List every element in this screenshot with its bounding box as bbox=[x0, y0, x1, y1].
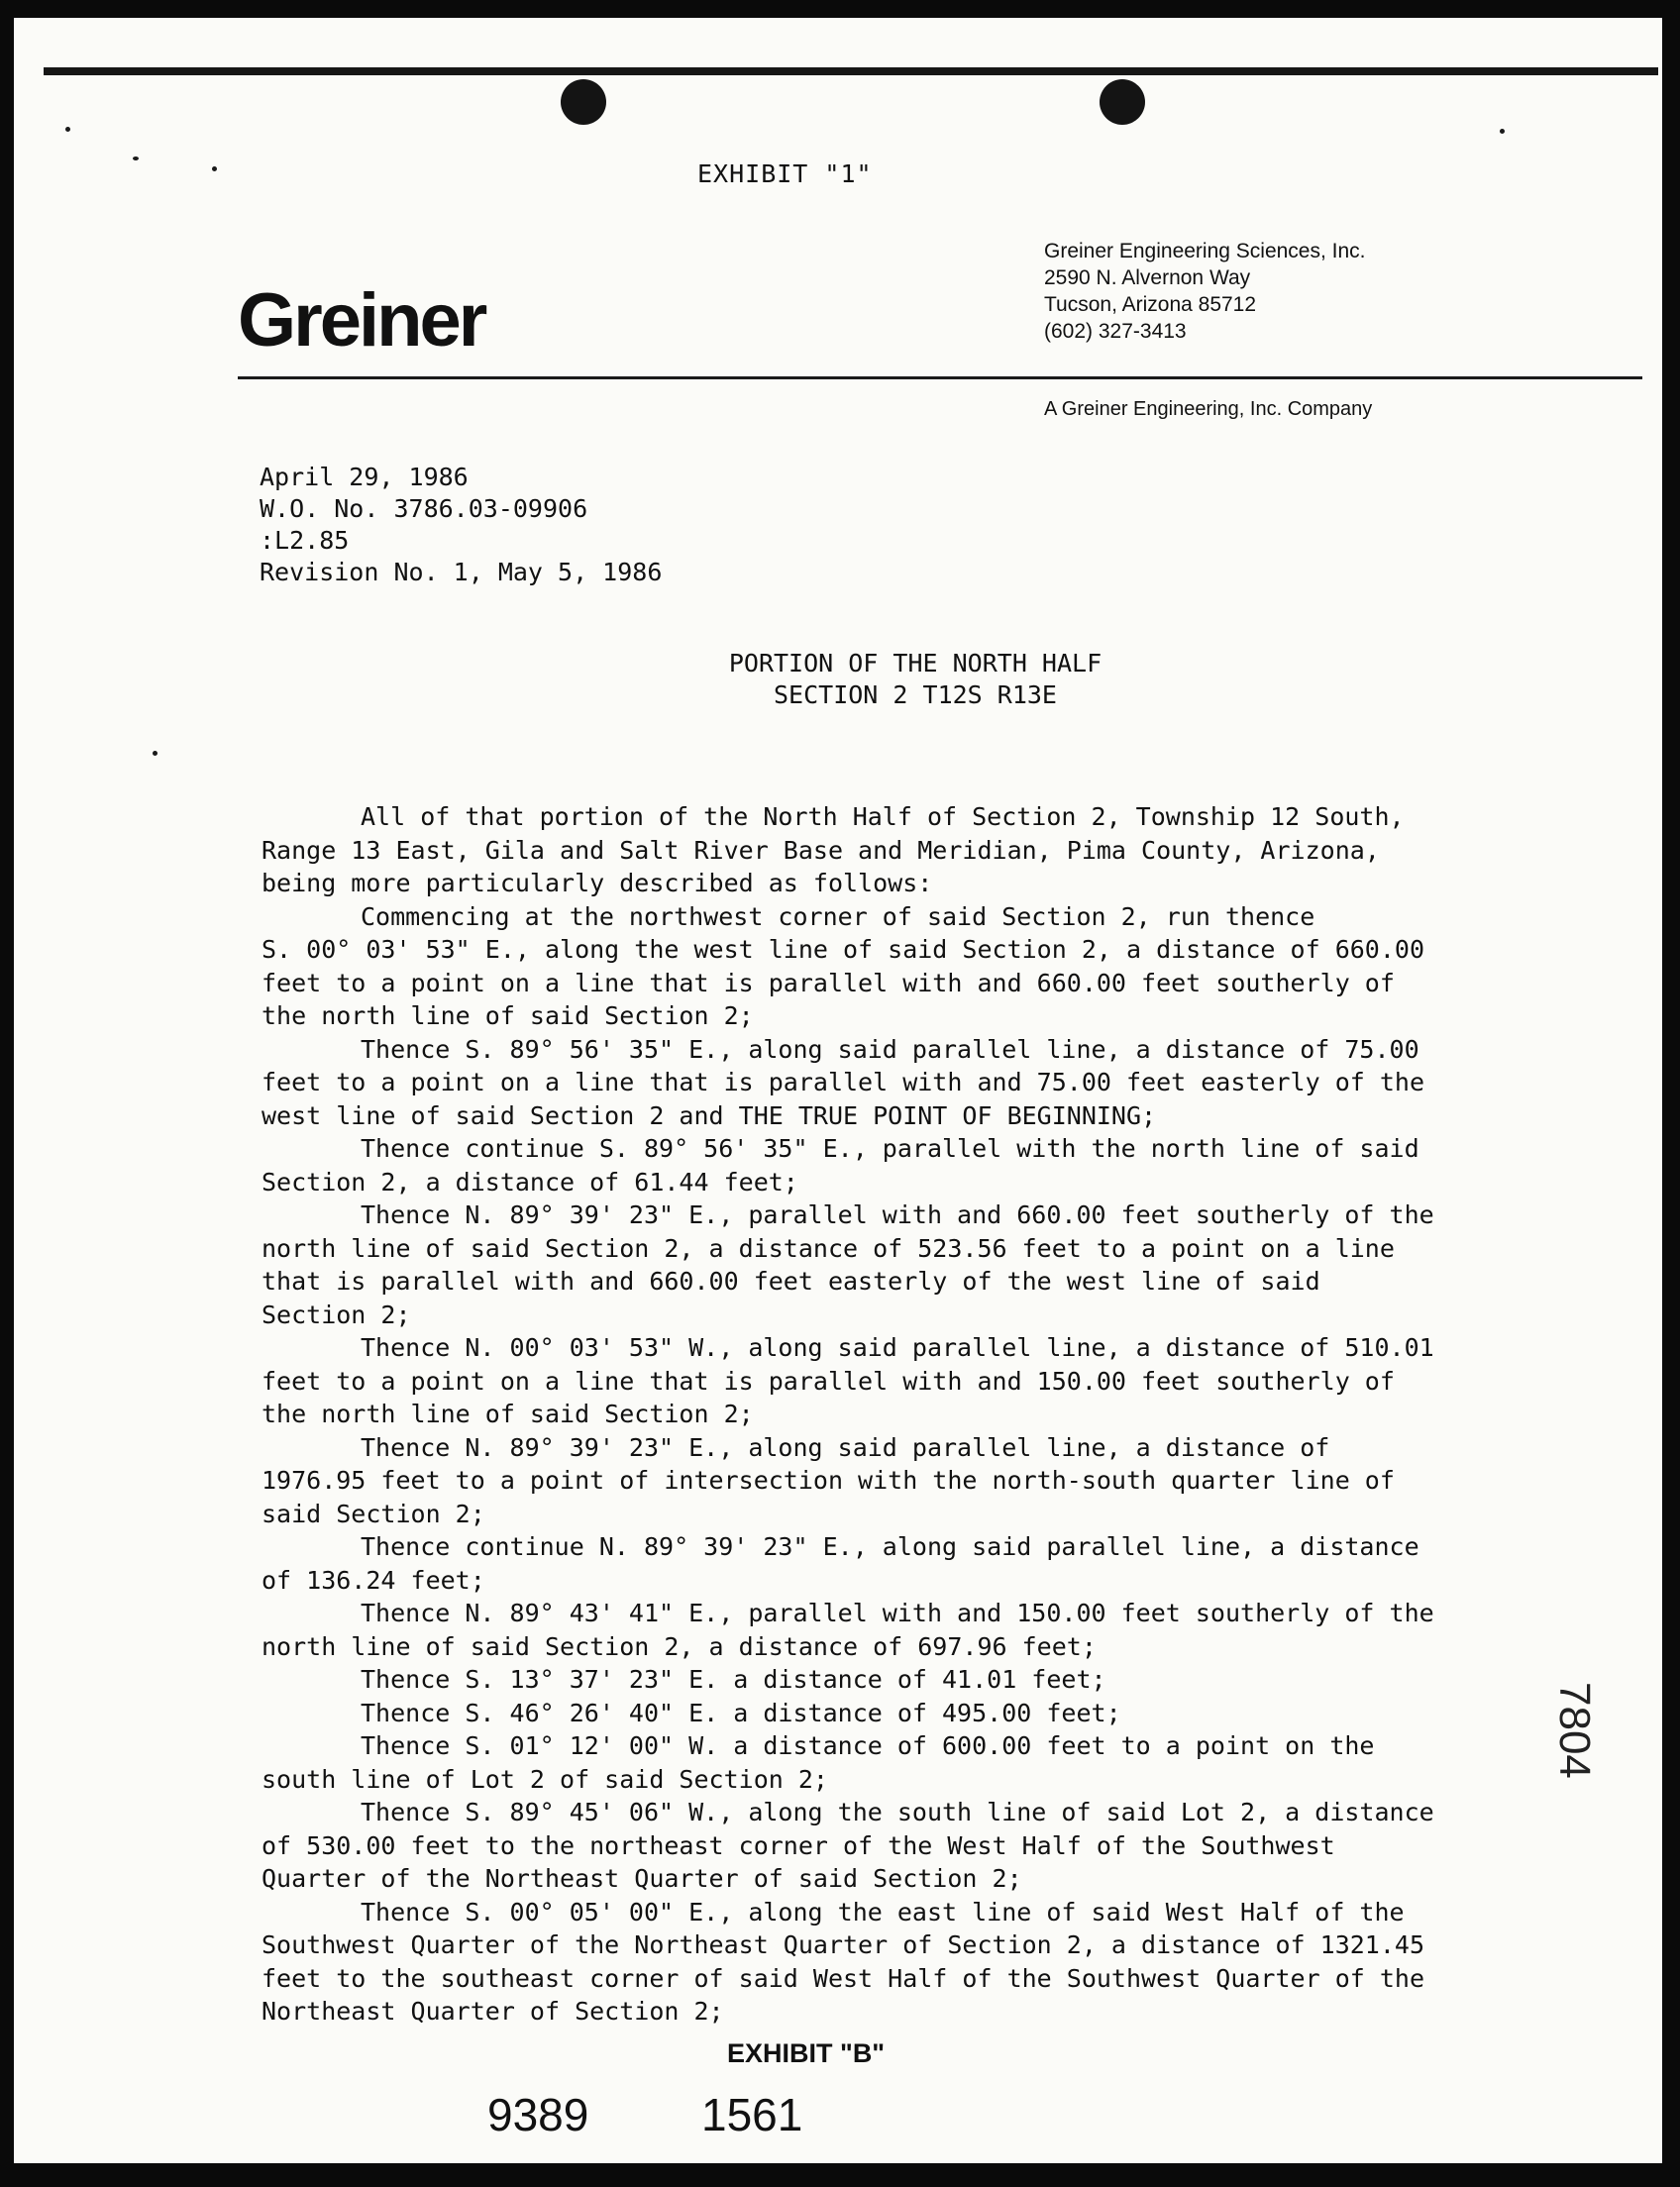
body-line: the north line of said Section 2; bbox=[262, 1400, 754, 1428]
legal-description bbox=[262, 800, 1569, 2029]
body-line: Thence continue S. 89° 56' 35" E., parallel with the north line of said bbox=[361, 1134, 1419, 1163]
body-line: Northeast Quarter of Section 2; bbox=[262, 1997, 724, 2026]
document-title bbox=[509, 648, 1321, 711]
company-name: Greiner Engineering Sciences, Inc. bbox=[1044, 240, 1366, 262]
body-line: of 136.24 feet; bbox=[262, 1565, 485, 1595]
body-line: being more particularly described as follows: bbox=[262, 869, 933, 897]
body-line: Thence S. 01° 12' 00" W. a distance of 600.00 feet to a point on the bbox=[361, 1731, 1375, 1760]
body-line: Thence N. 89° 43' 41" E., parallel with and 150.00 feet southerly of the bbox=[361, 1599, 1434, 1627]
body-line: Thence S. 13° 37' 23" E. a distance of 41.01 feet; bbox=[361, 1665, 1106, 1694]
body-line: All of that portion of the North Half of Section 2, Township 12 South, bbox=[361, 802, 1405, 831]
body-line: Thence N. 00° 03' 53" W., along said parallel line, a distance of 510.01 bbox=[361, 1333, 1434, 1362]
title-line: SECTION 2 T12S R13E bbox=[774, 680, 1057, 709]
company-logo: Greiner bbox=[238, 278, 485, 363]
punch-hole bbox=[561, 79, 606, 125]
body-line: Thence N. 89° 39' 23" E., parallel with and 660.00 feet southerly of the bbox=[361, 1200, 1434, 1229]
body-line: Thence S. 46° 26' 40" E. a distance of 495.00 feet; bbox=[361, 1698, 1121, 1727]
body-line: Section 2, a distance of 61.44 feet; bbox=[262, 1167, 798, 1197]
scan-speck bbox=[65, 127, 70, 132]
document-page bbox=[14, 18, 1662, 2163]
body-line: 1976.95 feet to a point of intersection with the north-south quarter line of bbox=[262, 1466, 1395, 1495]
scan-speck bbox=[212, 166, 217, 171]
body-line: Thence S. 89° 45' 06" W., along the south line of said Lot 2, a distance bbox=[361, 1798, 1434, 1826]
body-line: Section 2; bbox=[262, 1300, 411, 1329]
company-address bbox=[1044, 238, 1366, 345]
body-line: Thence S. 89° 56' 35" E., along said parallel line, a distance of 75.00 bbox=[361, 1034, 1419, 1064]
recording-number-right: 1561 bbox=[701, 2089, 803, 2140]
body-line: feet to a point on a line that is parallel with and 75.00 feet easterly of the bbox=[262, 1068, 1424, 1096]
body-line: feet to the southeast corner of said West Half of the Southwest Quarter of the bbox=[262, 1963, 1424, 1993]
header-divider bbox=[238, 376, 1642, 379]
city-state-zip: Tucson, Arizona 85712 bbox=[1044, 293, 1257, 316]
body-line: S. 00° 03' 53" E., along the west line of said Section 2, a distance of 660.00 bbox=[262, 935, 1424, 964]
body-line: Thence N. 89° 39' 23" E., along said parallel line, a distance of bbox=[361, 1432, 1330, 1462]
exhibit-b-label: EXHIBIT "B" bbox=[727, 2038, 886, 2068]
company-tagline: A Greiner Engineering, Inc. Company bbox=[1044, 398, 1373, 420]
document-meta bbox=[260, 462, 662, 588]
body-line: that is parallel with and 660.00 feet easterly of the west line of said bbox=[262, 1267, 1320, 1296]
body-line: Range 13 East, Gila and Salt River Base and Meridian, Pima County, Arizona, bbox=[262, 835, 1380, 865]
body-line: the north line of said Section 2; bbox=[262, 1001, 754, 1030]
body-line: north line of said Section 2, a distance of 523.56 feet to a point on a line bbox=[262, 1233, 1395, 1263]
scan-speck bbox=[153, 751, 158, 756]
work-order-number: W.O. No. 3786.03-09906 bbox=[260, 494, 588, 523]
handwritten-margin-note: 7804 bbox=[1550, 1682, 1599, 1779]
body-line: Thence continue N. 89° 39' 23" E., along said parallel line, a distance bbox=[361, 1532, 1419, 1561]
body-line: feet to a point on a line that is parallel with and 660.00 feet southerly of bbox=[262, 968, 1395, 997]
reference-code: :L2.85 bbox=[260, 526, 350, 555]
body-line: said Section 2; bbox=[262, 1499, 485, 1528]
phone-number: (602) 327-3413 bbox=[1044, 320, 1187, 343]
body-line: west line of said Section 2 and THE TRUE POINT OF BEGINNING; bbox=[262, 1100, 1157, 1130]
body-line: north line of said Section 2, a distance of 697.96 feet; bbox=[262, 1631, 1097, 1661]
body-line: Quarter of the Northeast Quarter of said Section 2; bbox=[262, 1864, 1022, 1893]
document-date: April 29, 1986 bbox=[260, 463, 469, 491]
recording-number-left: 9389 bbox=[487, 2089, 589, 2140]
body-line: south line of Lot 2 of said Section 2; bbox=[262, 1764, 828, 1794]
punch-hole bbox=[1100, 79, 1145, 125]
body-line: of 530.00 feet to the northeast corner of the West Half of the Southwest bbox=[262, 1830, 1335, 1860]
scan-speck bbox=[1500, 129, 1505, 134]
body-line: Thence S. 00° 05' 00" E., along the east line of said West Half of the bbox=[361, 1897, 1405, 1927]
exhibit-1-label: EXHIBIT "1" bbox=[697, 159, 873, 188]
street-address: 2590 N. Alvernon Way bbox=[1044, 266, 1251, 289]
body-line: feet to a point on a line that is parallel with and 150.00 feet southerly of bbox=[262, 1366, 1395, 1396]
scan-speck bbox=[133, 156, 139, 160]
top-border-rule bbox=[44, 67, 1658, 75]
body-line: Commencing at the northwest corner of said Section 2, run thence bbox=[361, 901, 1315, 931]
revision-note: Revision No. 1, May 5, 1986 bbox=[260, 558, 663, 586]
title-line: PORTION OF THE NORTH HALF bbox=[728, 649, 1102, 677]
body-line: Southwest Quarter of the Northeast Quarter of Section 2, a distance of 1321.45 bbox=[262, 1930, 1424, 1959]
